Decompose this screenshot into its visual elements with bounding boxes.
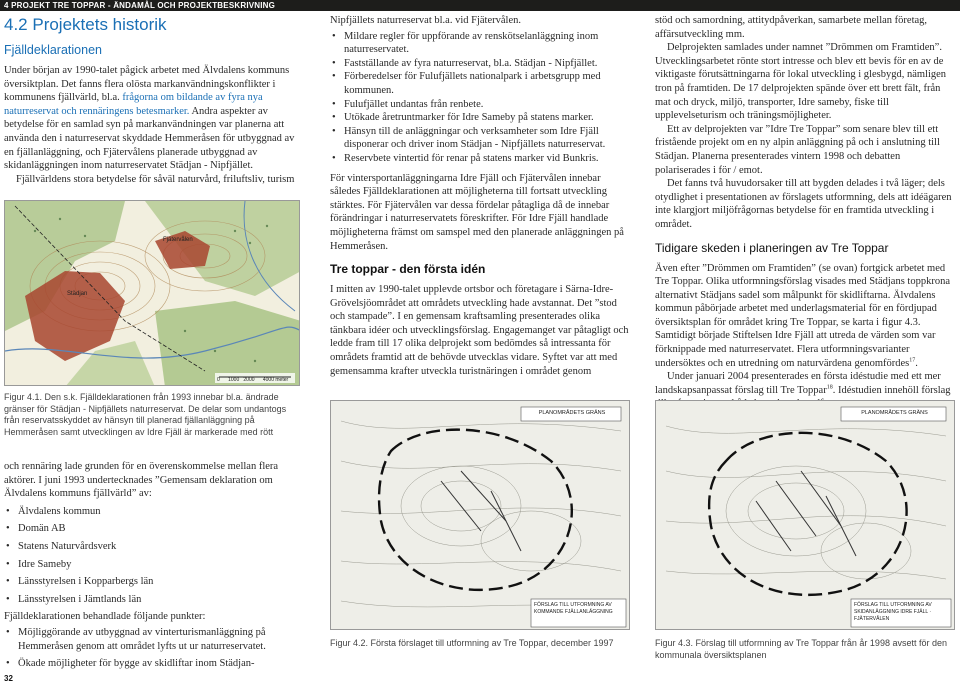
paragraph: Fjällvärldens stora betydelse för såväl naturvård, friluftsliv, turism [16,173,295,185]
paragraph [4,64,304,173]
map-scale: 0 1000 2000 4000 meter [217,377,289,383]
signatory-list [4,505,304,607]
column-1-continued [4,460,304,675]
column-1 [4,14,304,186]
column-2 [330,14,630,378]
paragraph: Det fanns två huvudorsaker till att bygden delades i två läger; dels otydlighet i presentationen av förslagets utformning, dels att idéägaren inte klargjort miljöfrågornas betydelse för en framtida utveckling i området. [655,178,952,230]
list-item: • Idre Sameby [4,558,304,572]
list-item: • Reservbete vintertid för renar på statens marker vid Bunkris. [330,152,630,166]
map-legend-title: PLANOMRÅDETS GRÄNS [861,410,928,416]
figure-4-1-caption: Figur 4.1. Den s.k. Fjälldeklarationen från 1993 innebar bl.a. ändrade gränser för Städjan - Nipfjällets naturreservat. De delar som undantogs från reservatsskyddet av hänsyn till planerad fjällanläggning på Hemmeråsen samt utvecklingen av Idre Fjäll är markerade med rött [4,392,287,437]
map-legend-title: PLANOMRÅDETS GRÄNS [538,410,606,416]
list-item: • Möjliggörande av utbyggnad av vinterturismanläggning på Hemmeråsen genom att området lyfts ut ur naturreservatet. [4,626,304,653]
figure-4-2-caption: Figur 4.2. Första förslaget till utformning av Tre Toppar, december 1997 [330,638,614,648]
figure-4-1-map [4,200,300,386]
topographic-map-illustration [5,201,300,386]
footnote-ref: 17 [909,357,916,364]
paragraph: Delprojekten samlades under namnet ”Drömmen om Framtiden”. Utvecklingsarbetet rönte stort intresse och blev ett bevis för en av de viktigaste förutsättningarna för lokal utveckling i glesbygd, nämligen tron på framtiden. De 17 delprojekten spände över ett brett fält, från mat och dryck, miljö, transporter, Idre sameby, fiske till upplevelseturism och träningsmöjligheter. [655,42,947,122]
list-item: • Älvdalens kommun [4,505,304,519]
list-item: • Länsstyrelsen i Kopparbergs län [4,575,304,589]
paragraph-text: . [915,357,918,369]
page-number: 32 [4,674,13,683]
map-legend: FÖRSLAG TILL UTFORMNING AV SKIDANLÄGGNING IDRE FJÄLL · FJÄTERVÅLEN [854,602,932,622]
list-item: • Statens Naturvårdsverk [4,540,304,554]
paragraph: Nipfjällets naturreservat bl.a. vid Fjätervålen. [330,15,521,26]
paragraph: Fjälldeklarationen behandlade följande punkter: [4,611,206,623]
highlighted-text: frågorna om bildande av fyra nya naturreservat och rennäringens betesmarker. [4,92,263,117]
subsection-title: Fjälldeklarationen [4,43,102,57]
figure-4-2-map [330,400,630,630]
list-item: • Ökade möjligheter för bygge av skidliftar inom Städjan- [4,657,304,671]
paragraph [655,262,955,371]
paragraph: I mitten av 1990-talet upplevde ortsbor och företagare i Särna-Idre-Grövelsjöområdet att områdets utveckling hade avstannat. Det ”stod och stampade”. I en gemensam kraftsamling presenterades olika tänkbara idéer och utvecklingsförslag. Engagemanget var påtagligt och ledde fram till 17 olika delprojekt som bedömdes så intressanta för områdets framtid att de behövde utvecklas vidare. Syftet var att med gemensamma krafter utveckla turistnäringen i området genom [330,284,629,377]
declaration-points-list [330,30,630,166]
paragraph-text: Under början av 1990-talet pågick arbetet med Älvdalens kommuns översiktplan. Det fanns flera olösta markanvändningskonflikter i kommunens fjällvärld, bl.a. [4,65,290,104]
sketch-map-illustration [331,401,630,630]
sketch-map-illustration [656,401,955,630]
section-title: 4.2 Projektets historik [4,15,167,34]
list-item: • Domän AB [4,522,304,536]
figure-4-3-caption: Figur 4.3. Förslag till utformning av Tre Toppar från år 1998 avsett för den kommunala översiktsplanen [655,638,947,660]
column-3 [655,14,955,411]
paragraph-text: Även efter ”Drömmen om Framtiden” (se ovan) fortgick arbetet med Tre Toppar. Olika utformningsförslag visades med Städjans toppkrona alternativt Städjans sadel som målpunkt för skidliftarna. Älvdalens kommun påbörjade arbetet med underlagsmaterial för en fördjupad översiktsplan för området kring Tre Toppar, se karta i figur 4.3. Samtidigt började Stiftelsen Idre Fjäll att utreda de värden som var förknippade med naturreservatet. Flera utformningsvarianter undersöktes och en utredning om naturvärdena genomfördes [655,262,950,369]
section-heading: Tidigare skeden i planeringen av Tre Toppar [655,240,889,255]
map-label: Städjan [67,291,88,297]
map-label: Fjätervålen [163,237,193,243]
paragraph: Ett av delprojekten var ”Idre Tre Toppar” som senare blev till ett fristående projekt om en ny alpin anläggning på och i anslutning till Städjan. Planerna presenterades vintern 1998 och debatten polariserades i för / emot. [655,123,940,176]
list-item: • Länsstyrelsen i Jämtlands län [4,593,304,607]
paragraph-text: Under januari 2004 presenterades en första idéstudie med ett mer landskapsanpassat förslag till Tre Toppar [655,371,941,396]
list-item: • Utökade åretruntmarker för Idre Sameby på statens marker. [330,111,630,125]
paragraph: och rennäring lade grunden för en överenskommelse mellan flera aktörer. I juni 1993 undertecknades ”Gemensam deklaration om Älvdalens kommuns fjällvärld” av: [4,461,279,500]
points-list [4,626,304,671]
list-item: • Fulufjället undantas från renbete. [330,98,630,112]
paragraph-text: . Idéstudien innehöll förslag [832,384,951,396]
paragraph: För vintersportanläggningarna Idre Fjäll och Fjätervålen innebar således Fjälldeklarationen att möjligheterna till fortsatt utveckling stärktes. För Fjätervålen var dessa fördelar påtagliga då de innebar förändringar i naturreservatets föreskrifter. För Idre Fjäll handlade möjligheterna främst om samspel med den planerade anläggningen på Hemmeråsen. [330,172,624,252]
section-heading: Tre toppar - den första idén [330,262,486,277]
paragraph: stöd och samordning, attitydpåverkan, samarbete mellan företag, affärsutveckling mm. [655,15,928,40]
paragraph-text: Andra aspekter av betydelse för en samlad syn på markanvändningen var planerna att använda den i naturreservat skyddade Hemmeråsen för utbyggnad av en fjällanläggning, och Fjätervålens planerade utbyggnad av skidanläggningen inom naturreservatet Städjan - Nipfjället. [4,105,295,172]
figure-4-3-map [655,400,955,630]
list-item: • Förberedelser för Fulufjällets nationalpark i arbetsgrupp med kommunen. [330,70,630,97]
running-head: 4 PROJEKT TRE TOPPAR - ÄNDAMÅL OCH PROJEKTBESKRIVNING [0,0,960,11]
list-item: • Fastställande av fyra naturreservat, bl.a. Städjan - Nipfjället. [330,57,630,71]
map-legend: FÖRSLAG TILL UTFORMNING AV KOMMANDE FJÄLLANLÄGGNING [534,602,613,615]
list-item: • Hänsyn till de anläggningar och verksamheter som Idre Fjäll disponerar och driver inom Städjan - Nipfjällets naturreservat. [330,125,630,152]
footnote-ref: 18 [826,384,833,391]
list-item: • Mildare regler för uppförande av renskötselanläggning inom naturreservatet. [330,30,630,57]
